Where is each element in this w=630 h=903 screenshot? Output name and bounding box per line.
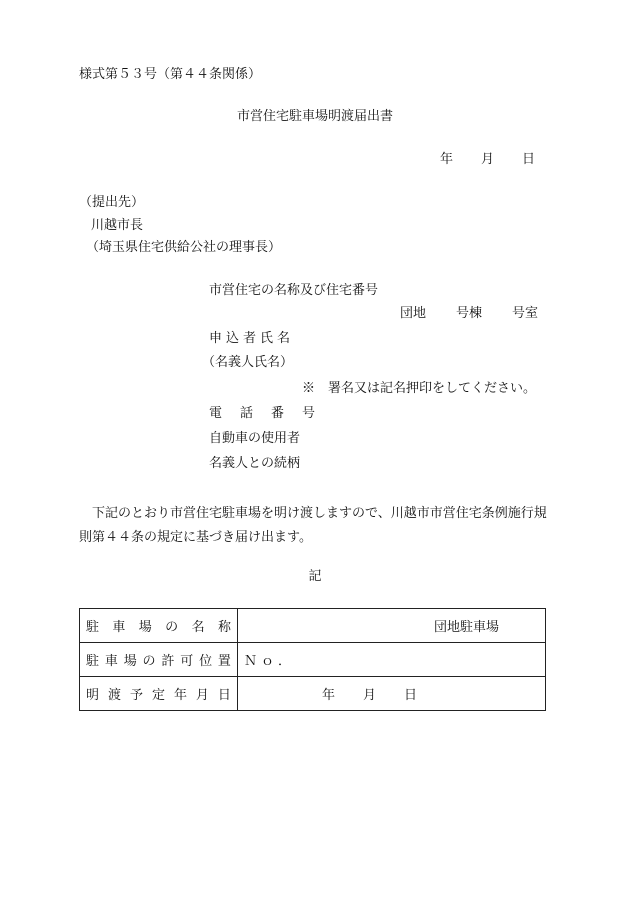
label-char: 位 <box>199 654 213 669</box>
phone-number-label <box>209 407 315 420</box>
label-char: 名 <box>191 620 205 635</box>
submission-date <box>440 153 535 166</box>
label-char: 駐 <box>86 620 100 635</box>
label-char: 年 <box>173 688 187 703</box>
date-day: 日 <box>522 152 536 167</box>
housing-label: 市営住宅の名称及び住宅番号 <box>209 283 379 298</box>
recipient-mayor: 川越市長 <box>91 218 144 233</box>
vehicle-user-label: 自動車の使用者 <box>209 431 301 446</box>
table-row <box>80 643 546 677</box>
label-char: 渡 <box>107 688 121 703</box>
gotou-label: 号棟 <box>456 306 483 321</box>
recipient-heading: （提出先） <box>79 195 145 210</box>
label-char: 称 <box>217 620 231 635</box>
goushitsu-label: 号室 <box>512 306 539 321</box>
label-char: 置 <box>217 654 231 669</box>
date-month: 月 <box>481 152 495 167</box>
label-char: 月 <box>195 688 209 703</box>
recipient-corporation: （埼玉県住宅供給公社の理事長） <box>86 240 282 255</box>
label-char: の <box>142 654 156 669</box>
label-char: 駐 <box>86 654 100 669</box>
label-char: 可 <box>180 654 194 669</box>
vacate-date-label <box>80 677 238 711</box>
document-title: 市営住宅駐車場明渡届出書 <box>236 109 393 124</box>
vacate-year: 年 <box>322 688 336 703</box>
relation-label: 名義人との続柄 <box>209 456 301 471</box>
form-number: 様式第５３号（第４４条関係） <box>79 67 262 82</box>
label-char: 車 <box>112 620 126 635</box>
nominee-name-label: （名義人氏名） <box>202 355 294 370</box>
table-row <box>80 609 546 643</box>
parking-name-label <box>80 609 238 643</box>
vacate-day: 日 <box>404 688 418 703</box>
label-char: 車 <box>104 654 118 669</box>
tel-char: 電 <box>209 406 223 421</box>
label-char: 日 <box>217 688 231 703</box>
tel-char: 話 <box>240 406 254 421</box>
label-char: 明 <box>86 688 100 703</box>
signature-note: ※ 署名又は記名押印をしてください。 <box>302 381 537 396</box>
vacate-date-value <box>238 677 546 711</box>
body-text: 下記のとおり市営住宅駐車場を明け渡しますので、川越市市営住宅条例施行規則第４４条の規定に基づき届け出ます。 <box>79 506 547 545</box>
vacate-month: 月 <box>363 688 377 703</box>
parking-details-table <box>79 608 546 711</box>
housing-number <box>400 307 538 320</box>
tel-char: 号 <box>302 406 316 421</box>
parking-location-label <box>80 643 238 677</box>
label-char: 定 <box>151 688 165 703</box>
parking-location-value: Ｎｏ． <box>238 643 546 677</box>
label-char: の <box>165 620 179 635</box>
applicant-name-label: 申込者氏名 <box>209 331 295 346</box>
danchi-label: 団地 <box>400 306 427 321</box>
label-char: 場 <box>123 654 137 669</box>
label-char: 許 <box>161 654 175 669</box>
date-year: 年 <box>440 152 454 167</box>
ki-heading: 記 <box>308 569 322 584</box>
tel-char: 番 <box>271 406 285 421</box>
table-row <box>80 677 546 711</box>
label-char: 予 <box>129 688 143 703</box>
parking-name-value: 団地駐車場 <box>238 609 546 643</box>
label-char: 場 <box>138 620 152 635</box>
